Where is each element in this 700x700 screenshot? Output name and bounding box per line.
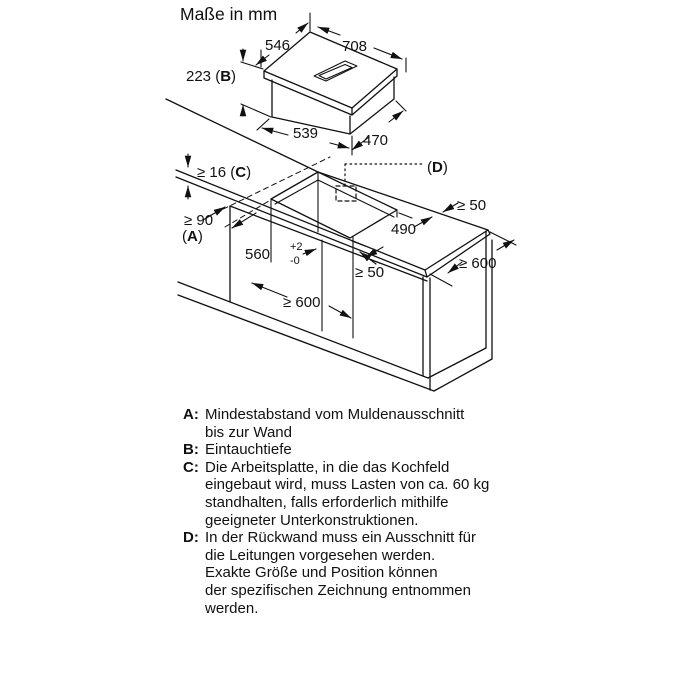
worktop-cutout bbox=[271, 172, 397, 238]
legend-text: Exakte Größe und Position können bbox=[205, 564, 438, 582]
dim-539-label: 539 bbox=[293, 125, 319, 142]
legend-text: In der Rückwand muss ein Ausschnitt für bbox=[205, 529, 476, 547]
dim-cabinet-width-label: ≥ 600 bbox=[283, 294, 321, 311]
legend-text: eingebaut wird, muss Lasten von ca. 60 kg bbox=[205, 476, 490, 494]
dim-counter-depth-label: ≥ 600 bbox=[459, 255, 497, 272]
legend-text: standhalten, falls erforderlich mithilfe bbox=[205, 493, 449, 511]
legend-entry-c bbox=[183, 459, 528, 529]
dim-223-b bbox=[186, 49, 271, 117]
hob-top-view-drawing bbox=[186, 13, 406, 155]
dim-560-tolerance-upper: +2 bbox=[290, 241, 303, 253]
legend-key-b: B: bbox=[183, 441, 199, 459]
dim-gap-front-label: ≥ 50 bbox=[355, 264, 385, 281]
dim-wall-gap-a bbox=[182, 207, 256, 245]
ref-a-label: (A) bbox=[182, 228, 203, 245]
legend-key-a: A: bbox=[183, 406, 199, 423]
cabinet-right-bottom-edges bbox=[428, 348, 492, 391]
legend-text: werden. bbox=[205, 599, 259, 617]
dim-cabinet-width-600 bbox=[252, 283, 351, 318]
legend-entry-d bbox=[183, 529, 528, 617]
dim-thickness-c bbox=[188, 154, 251, 199]
dim-470-label: 470 bbox=[363, 132, 389, 149]
dim-gap-front-50 bbox=[355, 252, 384, 281]
dim-546-label: 546 bbox=[265, 37, 291, 54]
legend-text: die Leitungen vorgesehen werden. bbox=[205, 546, 436, 564]
dim-560-tolerance-lower: -0 bbox=[290, 255, 300, 267]
dim-gap-right-label: ≥ 50 bbox=[457, 197, 487, 214]
dim-gap-right-50 bbox=[443, 197, 486, 214]
legend-text: bis zur Wand bbox=[205, 423, 292, 441]
cutout-inner-faces bbox=[275, 180, 394, 217]
page-title: Maße in mm bbox=[180, 4, 278, 24]
dim-cutout-depth-560 bbox=[245, 241, 316, 267]
legend-entry-a bbox=[183, 406, 528, 441]
legend-text: Die Arbeitsplatte, in die das Kochfeld bbox=[205, 458, 450, 476]
hob-body-edges bbox=[272, 77, 394, 134]
dim-223-label: 223 (B) bbox=[186, 68, 237, 85]
hob-plate-edges bbox=[264, 69, 397, 115]
dim-490-label: 490 bbox=[391, 221, 417, 238]
worktop-front-top-edge bbox=[176, 170, 425, 270]
dim-wall-gap-label: ≥ 90 bbox=[184, 212, 214, 229]
dim-560-label: 560 bbox=[245, 246, 271, 263]
dim-cutout-width-490 bbox=[352, 213, 432, 257]
back-wall-cutout-ref bbox=[336, 159, 448, 201]
worktop-front-bottom-edge bbox=[176, 177, 427, 277]
vent-slot-outer bbox=[314, 61, 357, 81]
legend-text: geeigneter Unterkonstruktionen. bbox=[205, 511, 419, 529]
legend-text: Mindestabstand vom Muldenausschnitt bbox=[205, 406, 465, 423]
dim-thickness-label: ≥ 16 (C) bbox=[197, 164, 252, 181]
legend-entry-b bbox=[183, 441, 528, 459]
legend-text: der spezifischen Zeichnung entnommen bbox=[205, 581, 471, 599]
legend bbox=[183, 406, 528, 617]
legend-key-c: C: bbox=[183, 458, 199, 476]
ref-d-label: (D) bbox=[427, 159, 448, 176]
legend-key-d: D: bbox=[183, 529, 199, 547]
worktop-installation-drawing bbox=[166, 99, 516, 391]
dim-708-label: 708 bbox=[342, 38, 368, 55]
dim-708 bbox=[318, 27, 406, 72]
legend-text: Eintauchtiefe bbox=[205, 441, 292, 459]
